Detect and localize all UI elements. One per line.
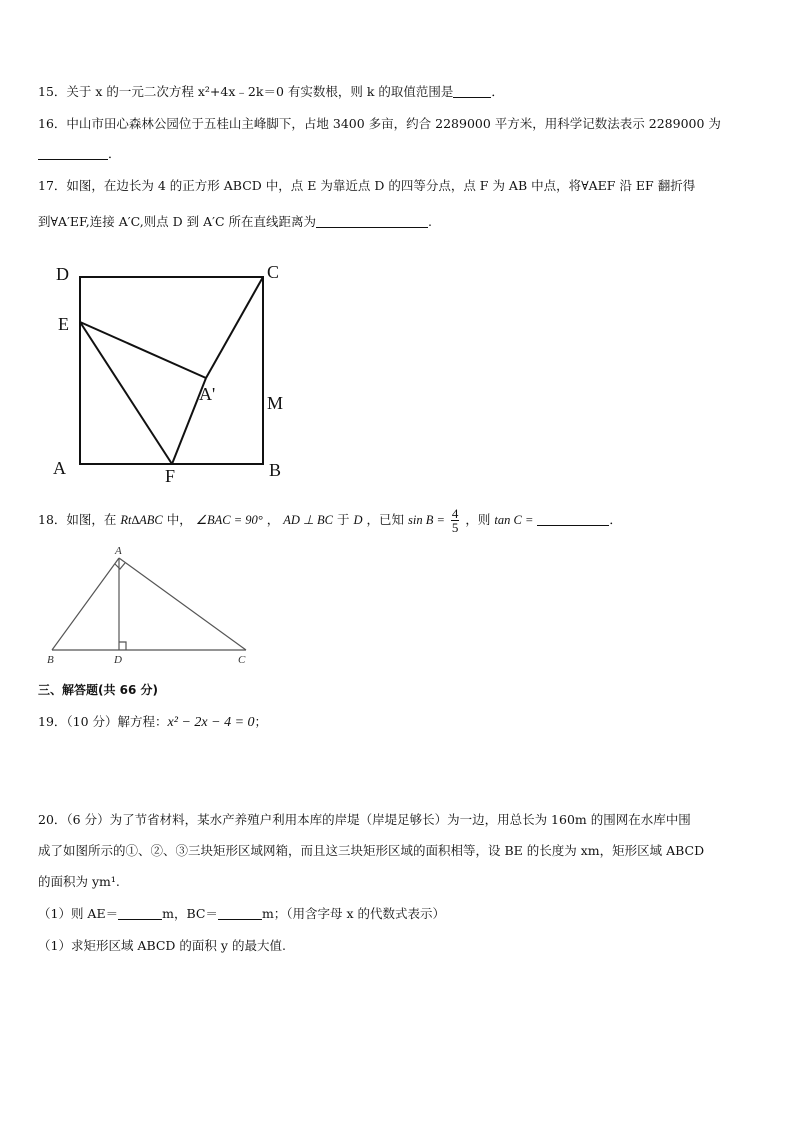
q18-triangle-figure bbox=[40, 542, 260, 670]
question-16 bbox=[38, 116, 721, 132]
right-angle-mark-a bbox=[115, 563, 125, 569]
question-15 bbox=[38, 84, 504, 100]
q20-text-line3: 的面积为 ym¹. bbox=[38, 874, 120, 889]
question-18 bbox=[38, 506, 622, 534]
q18-text-3: ， bbox=[266, 512, 280, 527]
label-f: F bbox=[165, 466, 176, 486]
segment-a-prime-c bbox=[206, 277, 263, 378]
q18-point-d: D bbox=[353, 513, 363, 527]
q20-text-line1: 20．（6 分）为了节省材料，某水产养殖户利用本库的岸堤（岸堤足够长）为一边，用总长为 160m 的围网在水库中围 bbox=[38, 812, 691, 827]
label-e: E bbox=[58, 314, 69, 334]
q16-answer-blank[interactable] bbox=[38, 147, 108, 160]
label-a-prime: A' bbox=[199, 384, 216, 404]
label-a: A bbox=[53, 458, 66, 478]
q18-tan: tan C = bbox=[494, 513, 534, 527]
label-d: D bbox=[56, 264, 69, 284]
q18-text-4: 于 bbox=[337, 512, 350, 527]
q20-part1-bc: m，BC＝ bbox=[162, 906, 218, 921]
q18-fraction-num: 4 bbox=[451, 506, 459, 521]
q18-prefix: 18．如图，在 bbox=[38, 512, 117, 527]
question-19 bbox=[38, 714, 267, 731]
question-20 bbox=[38, 812, 691, 828]
label-b: B bbox=[269, 460, 282, 480]
q15-answer-blank[interactable] bbox=[453, 85, 491, 98]
section-3-title: 三、解答题(共 66 分) bbox=[38, 683, 159, 697]
q20-part1-note: m；（用含字母 x 的代数式表示） bbox=[261, 906, 446, 921]
q18-angle: ∠BAC = 90° bbox=[195, 513, 263, 527]
q17-text-line1: 17．如图，在边长为 4 的正方形 ABCD 中，点 E 为靠近点 D 的四等分点，点 F 为 AB 中点，将∀AEF 沿 EF 翻折得 bbox=[38, 178, 696, 193]
q20-part1-ae: （1）则 AE＝ bbox=[38, 906, 119, 921]
q19-equation: x² − 2x − 4 = 0 bbox=[167, 715, 255, 730]
q18-fraction-den: 5 bbox=[451, 520, 459, 535]
label-m: M bbox=[267, 393, 284, 413]
q20-part2-text: （1）求矩形区域 ABCD 的面积 y 的最大值. bbox=[38, 938, 286, 953]
label-b: B bbox=[47, 654, 54, 666]
q17-answer-blank[interactable] bbox=[316, 215, 428, 228]
square-abcd bbox=[80, 277, 263, 464]
label-a: A bbox=[115, 545, 122, 557]
segment-ac bbox=[119, 558, 246, 650]
label-c: C bbox=[267, 262, 280, 282]
q18-text-6: ，则 bbox=[465, 512, 491, 527]
q19-suffix: ； bbox=[254, 714, 268, 729]
question-20-part2 bbox=[38, 938, 286, 954]
question-17 bbox=[38, 178, 695, 194]
q18-triangle: Rt∆ABC bbox=[120, 513, 163, 527]
q19-prefix: 19．（10 分）解方程： bbox=[38, 714, 168, 729]
question-20-part1 bbox=[38, 906, 445, 922]
label-c: C bbox=[238, 654, 246, 666]
q17-square-figure bbox=[48, 258, 308, 490]
q18-text-5: ，已知 bbox=[366, 512, 405, 527]
q15-text: 15．关于 x 的一元二次方程 x²+4x﹣2k＝0 有实数根，则 k 的取值范围是 bbox=[38, 84, 454, 99]
q18-suffix: ． bbox=[609, 512, 622, 527]
q18-sin: sin B = bbox=[408, 513, 445, 527]
q20-bc-blank[interactable] bbox=[218, 907, 262, 920]
q18-answer-blank[interactable] bbox=[537, 513, 609, 526]
q20-text-line2: 成了如图所示的①、②、③三块矩形区域网箱，而且这三块矩形区域的面积相等，设 BE 的长度为 xm，矩形区域 ABCD bbox=[38, 843, 705, 858]
question-20-line2 bbox=[38, 843, 704, 859]
q17-text-line2: 到∀A′EF,连接 A′C,则点 D 到 A′C 所在直线距离为 bbox=[38, 214, 317, 229]
question-16-line2 bbox=[38, 146, 121, 162]
q16-suffix: ． bbox=[108, 146, 121, 161]
q18-fraction bbox=[451, 507, 460, 534]
q16-text: 16．中山市田心森林公园位于五桂山主峰脚下，占地 3400 多亩，约合 2289000 平方米，用科学记数法表示 2289000 为 bbox=[38, 116, 721, 131]
q20-ae-blank[interactable] bbox=[118, 907, 162, 920]
q17-suffix: . bbox=[428, 214, 432, 229]
q18-perpendicular: AD ⊥ BC bbox=[283, 513, 334, 527]
label-d: D bbox=[114, 654, 122, 666]
question-17-line2 bbox=[38, 214, 432, 230]
segment-ab bbox=[52, 558, 119, 650]
question-20-line3 bbox=[38, 874, 120, 890]
right-angle-mark-d bbox=[119, 642, 126, 650]
q15-suffix: ． bbox=[491, 84, 504, 99]
q18-text-2: 中， bbox=[166, 512, 192, 527]
